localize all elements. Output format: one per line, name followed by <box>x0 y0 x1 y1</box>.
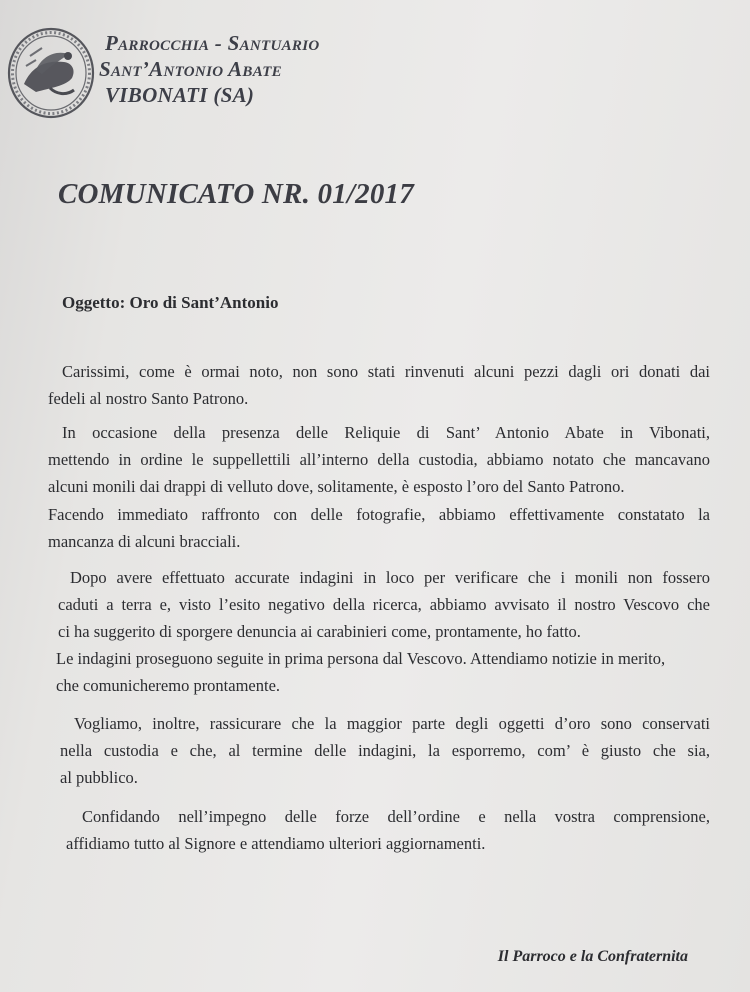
paragraph-line: alcuni monili dai drappi di velluto dove, solitamente, è esposto l’oro del Santo Patrono. <box>48 477 625 496</box>
letter-body <box>48 358 710 857</box>
parish-seal-icon <box>6 26 96 120</box>
paragraph-line: al pubblico. <box>60 768 138 787</box>
paragraph-7 <box>60 803 710 857</box>
paragraph-line: affidiamo tutto al Signore e attendiamo ulteriori aggiornamenti. <box>66 834 486 853</box>
paragraph-line: ci ha suggerito di sporgere denuncia ai carabinieri come, prontamente, ho fatto. <box>58 622 581 641</box>
paragraph-line: Vogliamo, inoltre, rassicurare che la maggior parte degli oggetti d’oro sono conservati <box>74 714 710 733</box>
parish-header <box>99 30 320 108</box>
paragraph-line: mettendo in ordine le suppellettili all’interno della custodia, abbiamo notato che mancavano <box>48 450 710 469</box>
paragraph-2 <box>48 419 710 500</box>
paragraph-line: mancanza di alcuni bracciali. <box>48 532 241 551</box>
header-line-2: Sant’Antonio Abate <box>99 57 282 81</box>
paragraph-line: che comunicheremo prontamente. <box>56 676 281 695</box>
paragraph-line: caduti a terra e, visto l’esito negativo della ricerca, abbiamo avvisato il nostro Vescovo che <box>58 595 710 614</box>
paragraph-line: Le indagini proseguono seguite in prima persona dal Vescovo. Attendiamo notizie in merito, <box>56 649 666 668</box>
paragraph-line: In occasione della presenza delle Reliquie di Sant’ Antonio Abate in Vibonati, <box>62 423 710 442</box>
header-line-3: VIBONATI (SA) <box>105 83 255 107</box>
subject-line: Oggetto: Oro di Sant’Antonio <box>62 293 279 312</box>
paragraph-3 <box>48 501 710 555</box>
paragraph-line: nella custodia e che, al termine delle indagini, la esporremo, com’ è giusto che sia, <box>60 741 710 760</box>
header-line-1: Parrocchia - Santuario <box>105 31 320 55</box>
paragraph-6 <box>60 710 710 791</box>
paragraph-line: fedeli al nostro Santo Patrono. <box>48 389 249 408</box>
paragraph-1 <box>48 358 710 412</box>
paragraph-line: Facendo immediato raffronto con delle fotografie, abbiamo effettivamente constatato la <box>48 505 710 524</box>
communique-title: COMUNICATO NR. 01/2017 <box>58 178 414 210</box>
paragraph-line: Carissimi, come è ormai noto, non sono stati rinvenuti alcuni pezzi dagli ori donati dai <box>62 362 710 381</box>
paragraph-5 <box>56 645 710 699</box>
paragraph-4 <box>60 564 710 645</box>
paragraph-line: Confidando nell’impegno delle forze dell’ordine e nella vostra comprensione, <box>82 807 710 826</box>
signature-line: Il Parroco e la Confraternita <box>497 948 688 965</box>
paragraph-line: Dopo avere effettuato accurate indagini in loco per verificare che i monili non fossero <box>70 568 710 587</box>
